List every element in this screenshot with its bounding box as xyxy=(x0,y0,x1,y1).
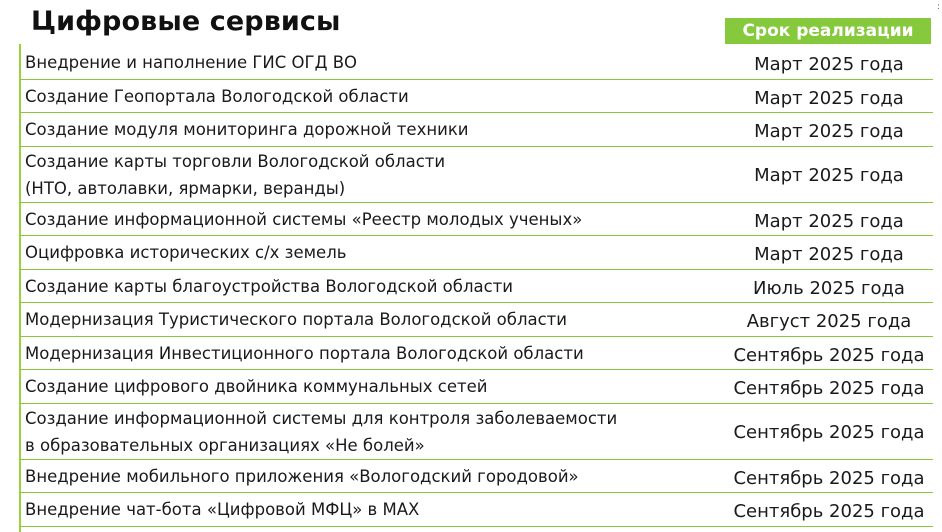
service-name-line: в образовательных организациях «Не болей» xyxy=(25,435,425,455)
service-name xyxy=(25,496,419,523)
service-name-line: Создание Геопортала Вологодской области xyxy=(25,86,409,106)
table-row xyxy=(20,460,933,494)
service-name xyxy=(25,206,582,233)
service-name xyxy=(25,49,357,76)
service-name xyxy=(25,273,513,300)
table-row xyxy=(20,236,933,270)
service-name xyxy=(25,463,579,490)
service-name-line: Внедрение чат-бота «Цифровой МФЦ» в MAX xyxy=(25,500,420,519)
service-name-line: Внедрение мобильного приложения «Вологодский городовой» xyxy=(25,466,579,486)
service-name xyxy=(25,373,487,400)
deadline-value: Сентябрь 2025 года xyxy=(733,467,925,489)
table-row xyxy=(20,46,933,80)
service-name xyxy=(25,83,409,110)
deadline-value: Август 2025 года xyxy=(746,311,912,332)
table-row xyxy=(20,147,933,203)
service-name xyxy=(25,239,346,266)
deadline-value: Март 2025 года xyxy=(754,87,904,109)
service-name-line: Оцифровка исторических с/х земель xyxy=(25,243,347,262)
deadline-value: Сентябрь 2025 года xyxy=(733,421,925,443)
deadline-value: Сентябрь 2025 года xyxy=(733,344,925,366)
table-row xyxy=(20,370,933,404)
service-name-line: Создание модуля мониторинга дорожной техники xyxy=(25,120,469,139)
deadline-value: Март 2025 года xyxy=(754,244,904,265)
deadline-column-header: Срок реализации xyxy=(725,18,931,44)
service-name xyxy=(25,306,567,333)
table-row xyxy=(20,303,933,337)
service-name-line: Внедрение и наполнение ГИС ОГД ВО xyxy=(25,53,358,72)
service-name xyxy=(25,148,445,202)
service-name-line: (НТО, автолавки, ярмарки, веранды) xyxy=(25,178,346,198)
services-table xyxy=(20,46,933,527)
page-title: Цифровые сервисы xyxy=(31,6,341,37)
table-row xyxy=(20,113,933,147)
service-name xyxy=(25,340,584,367)
service-name-line: Создание карты торговли Вологодской области xyxy=(25,151,446,171)
table-row xyxy=(20,270,933,304)
deadline-value: Март 2025 года xyxy=(754,164,904,186)
table-row xyxy=(20,493,933,527)
service-name-line: Создание информационной системы для контроля заболеваемости xyxy=(25,408,618,428)
deadline-value: Сентябрь 2025 года xyxy=(733,378,925,399)
deadline-value: Март 2025 года xyxy=(754,210,904,232)
service-name-line: Модернизация Инвестиционного портала Вологодской области xyxy=(25,343,584,363)
service-name-line: Модернизация Туристического портала Вологодской области xyxy=(25,310,568,329)
deadline-value: Март 2025 года xyxy=(754,54,904,75)
table-row xyxy=(20,404,933,460)
service-name xyxy=(25,116,469,143)
corner-mark: : xyxy=(937,2,941,12)
service-name-line: Создание цифрового двойника коммунальных сетей xyxy=(25,377,488,396)
service-name xyxy=(25,405,617,459)
table-row xyxy=(20,337,933,371)
table-row xyxy=(20,80,933,114)
service-name-line: Создание карты благоустройства Вологодской области xyxy=(25,276,514,296)
deadline-value: Сентябрь 2025 года xyxy=(733,501,925,522)
deadline-value: Июль 2025 года xyxy=(753,277,905,299)
table-row xyxy=(20,203,933,237)
deadline-value: Март 2025 года xyxy=(754,121,904,142)
service-name-line: Создание информационной системы «Реестр молодых ученых» xyxy=(25,209,583,229)
